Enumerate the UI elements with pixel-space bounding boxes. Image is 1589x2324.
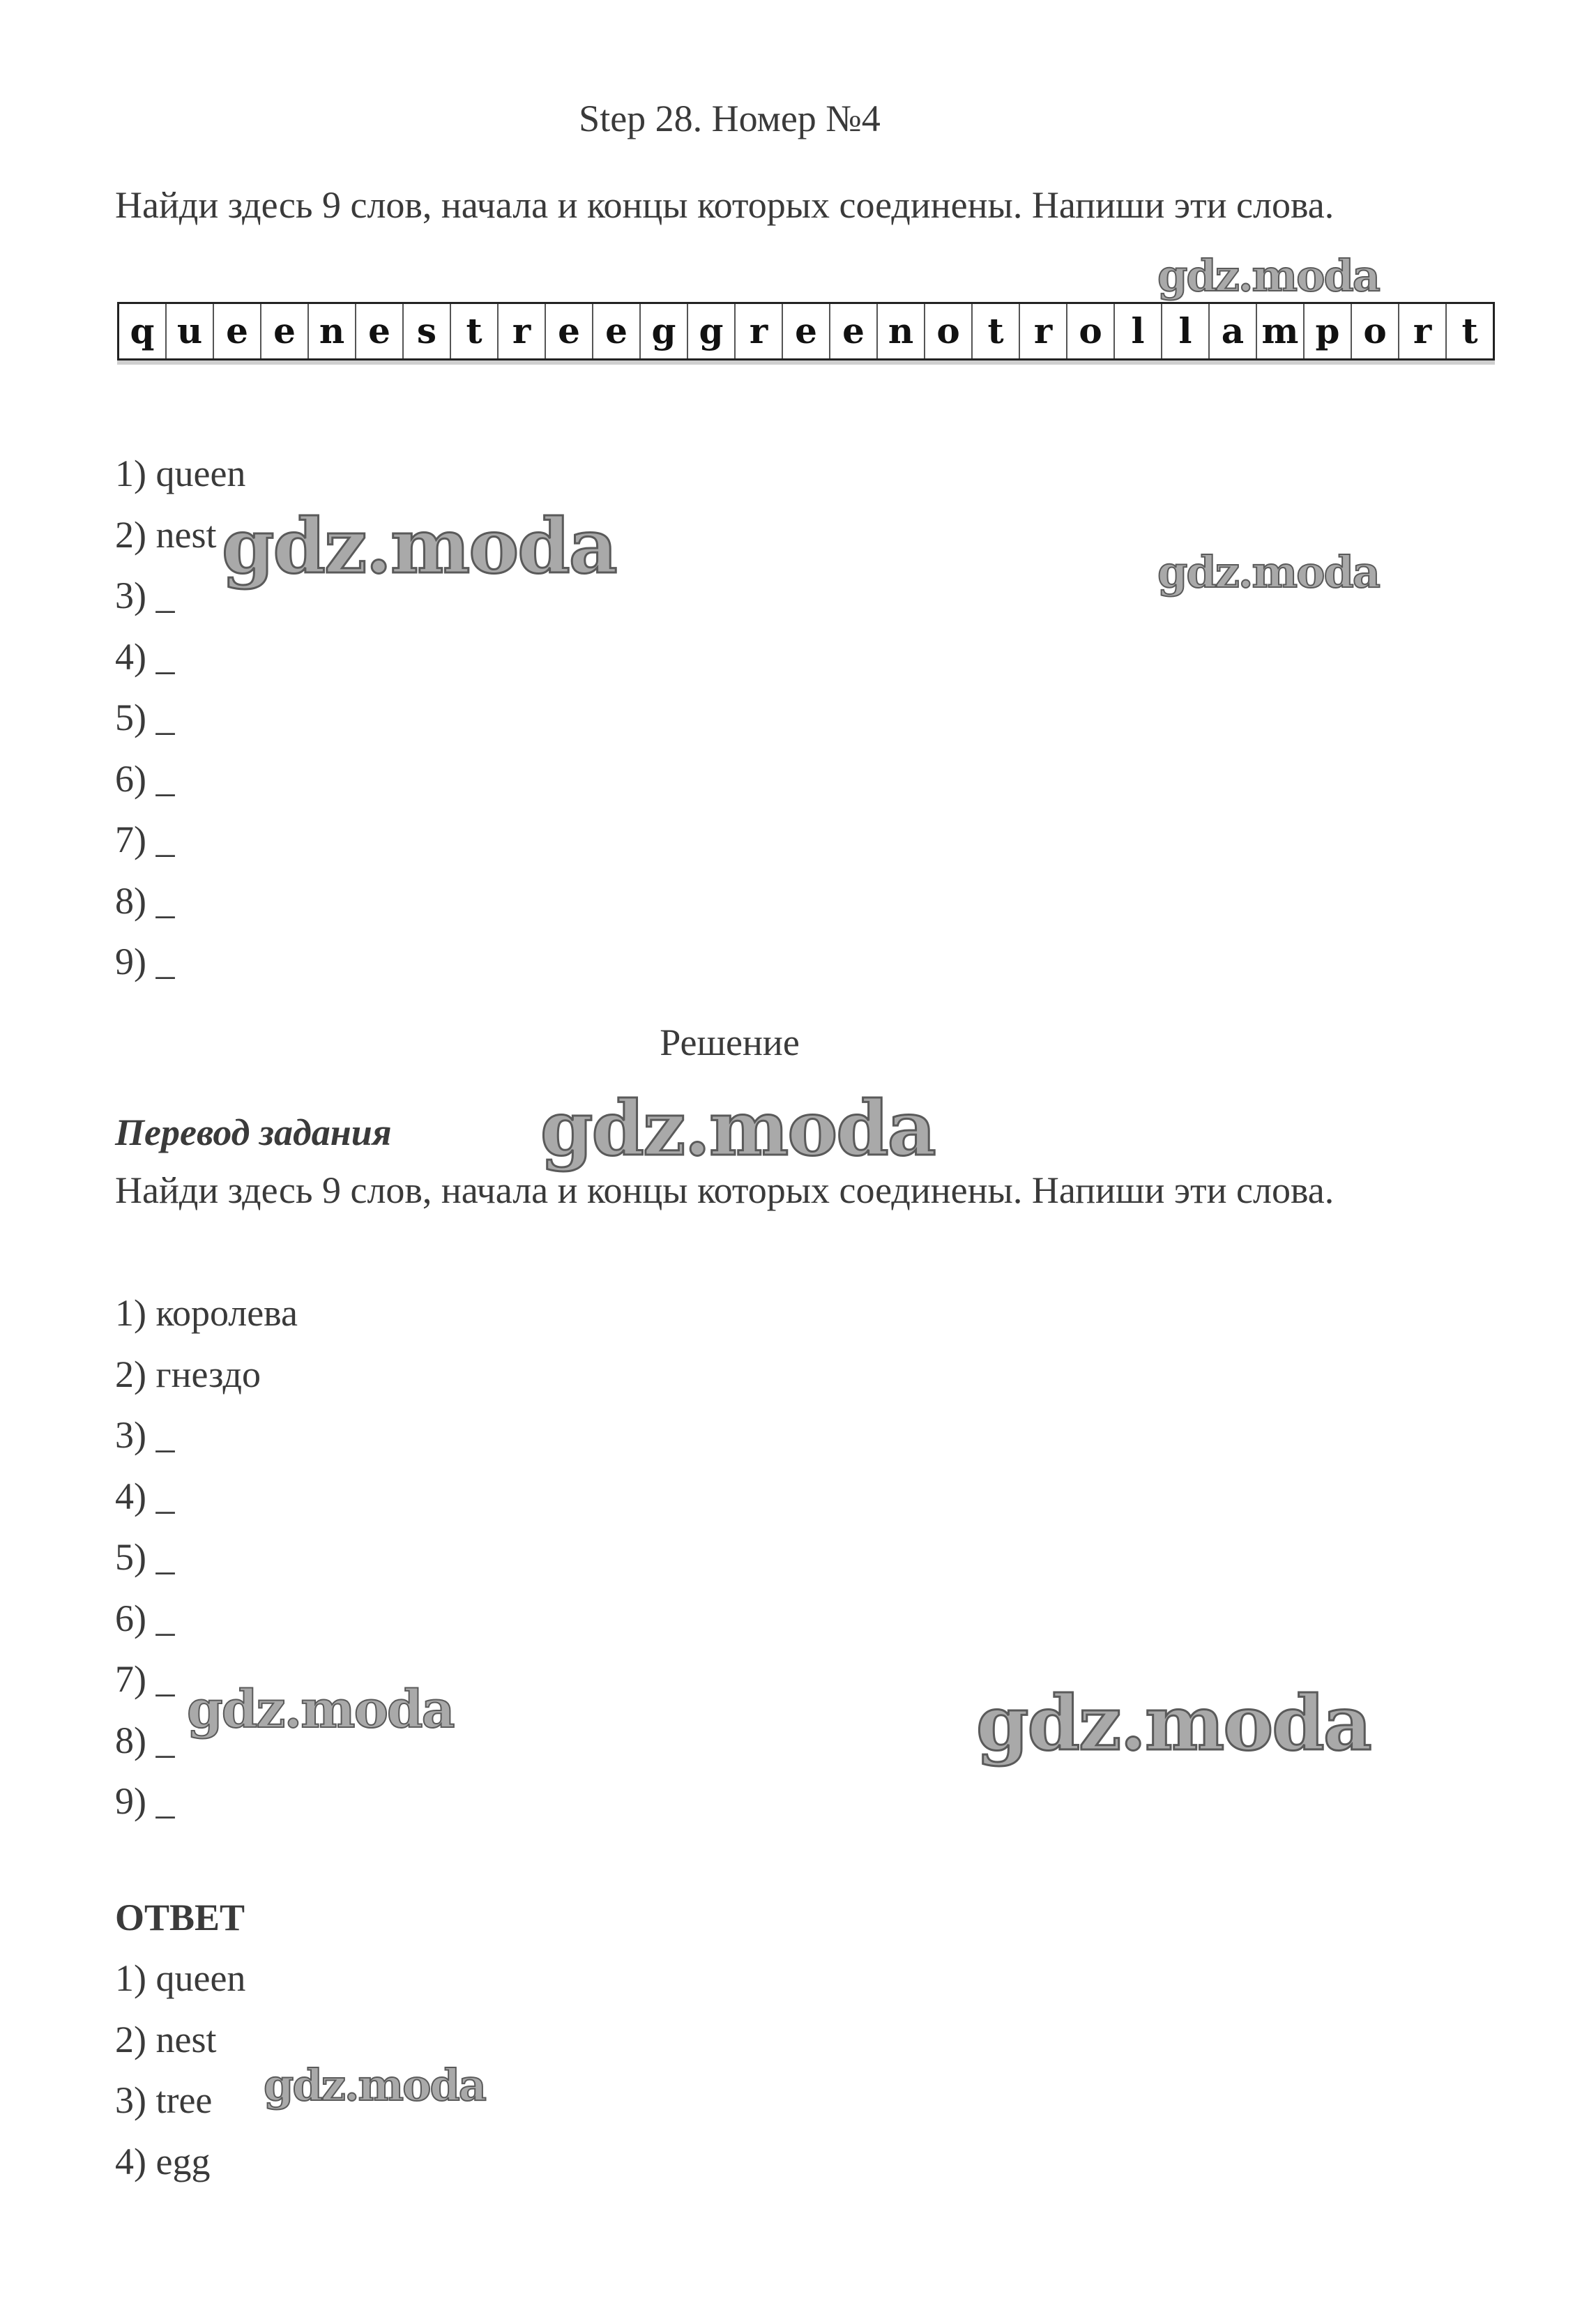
list-item: 6) _ [115, 757, 175, 800]
list-item: 6) _ [115, 1597, 175, 1639]
answer-heading: ОТВЕТ [115, 1897, 245, 1938]
list-item: 9) _ [115, 941, 175, 982]
letter-cell: l [1115, 304, 1162, 358]
list-item: 4) _ [115, 635, 175, 678]
letter-cell: e [830, 304, 878, 358]
letter-cell: p [1305, 304, 1352, 358]
list-item: 8) _ [115, 1719, 175, 1761]
letter-cell: n [878, 304, 925, 358]
letter-cell: g [688, 304, 736, 358]
list-item: 5) _ [115, 697, 175, 738]
answer-list [115, 1948, 245, 2192]
letter-cell: a [1210, 304, 1257, 358]
list-item: 1) queen [115, 453, 246, 494]
list-item: 2) nest [115, 2018, 217, 2060]
page-title: Step 28. Номер №4 [579, 98, 881, 139]
letter-cell: n [309, 304, 356, 358]
letter-cell: s [404, 304, 451, 358]
letter-cell: r [736, 304, 783, 358]
translation-list [115, 1283, 298, 1832]
watermark: gdz.moda [1157, 250, 1379, 301]
letter-cell: t [1461, 310, 1478, 351]
list-item: 3) tree [115, 2079, 213, 2121]
list-item: 2) nest [115, 513, 217, 556]
letter-cell: r [1399, 304, 1447, 358]
list-item: 2) гнездо [115, 1353, 261, 1395]
list-item: 8) _ [115, 879, 175, 922]
letter-cell: e [593, 304, 641, 358]
letter-cell: l [1162, 304, 1210, 358]
list-item: 7) _ [115, 1658, 175, 1700]
letter-cell: o [1067, 304, 1115, 358]
solution-title: Решение [660, 1022, 800, 1063]
list-item: 5) _ [115, 1536, 175, 1578]
task-text: Найди здесь 9 слов, начала и концы которых соединены. Напиши эти слова. [115, 184, 1335, 226]
list-item: 3) _ [115, 1414, 175, 1456]
letter-cell: q [119, 304, 167, 358]
list-item: 1) королева [115, 1292, 298, 1334]
letter-cell: g [641, 304, 688, 358]
letter-cell: t [451, 304, 499, 358]
letter-cell: e [546, 304, 593, 358]
letter-cell: u [167, 304, 214, 358]
letter-cell: e [783, 304, 830, 358]
translation-text: Найди здесь 9 слов, начала и концы которых соединены. Напиши эти слова. [115, 1169, 1335, 1211]
letter-cell: e [214, 304, 261, 358]
watermark: gdz.moda [976, 1680, 1371, 1768]
letter-cell: r [499, 304, 546, 358]
letter-cell: r [1020, 304, 1067, 358]
letter-cell: t [973, 304, 1020, 358]
watermark: gdz.moda [540, 1085, 935, 1173]
list-item: 1) queen [115, 1957, 246, 1999]
watermark: gdz.moda [264, 2060, 485, 2111]
letter-cell: o [1352, 304, 1399, 358]
letter-cell: e [261, 304, 309, 358]
letter-cell: m [1257, 304, 1305, 358]
list-item: 4) egg [115, 2140, 211, 2182]
watermark: gdz.moda [187, 1680, 454, 1740]
letter-cell: o [925, 304, 973, 358]
translation-heading: Перевод задания [115, 1111, 392, 1153]
list-item: 9) _ [115, 1780, 175, 1822]
watermark: gdz.moda [1157, 547, 1379, 598]
list-item: 4) _ [115, 1475, 175, 1517]
letter-cell: e [356, 304, 404, 358]
letter-strip [117, 302, 1495, 360]
list-item: 7) _ [115, 819, 175, 860]
watermark: gdz.moda [222, 503, 616, 591]
list-item: 3) _ [115, 575, 175, 616]
